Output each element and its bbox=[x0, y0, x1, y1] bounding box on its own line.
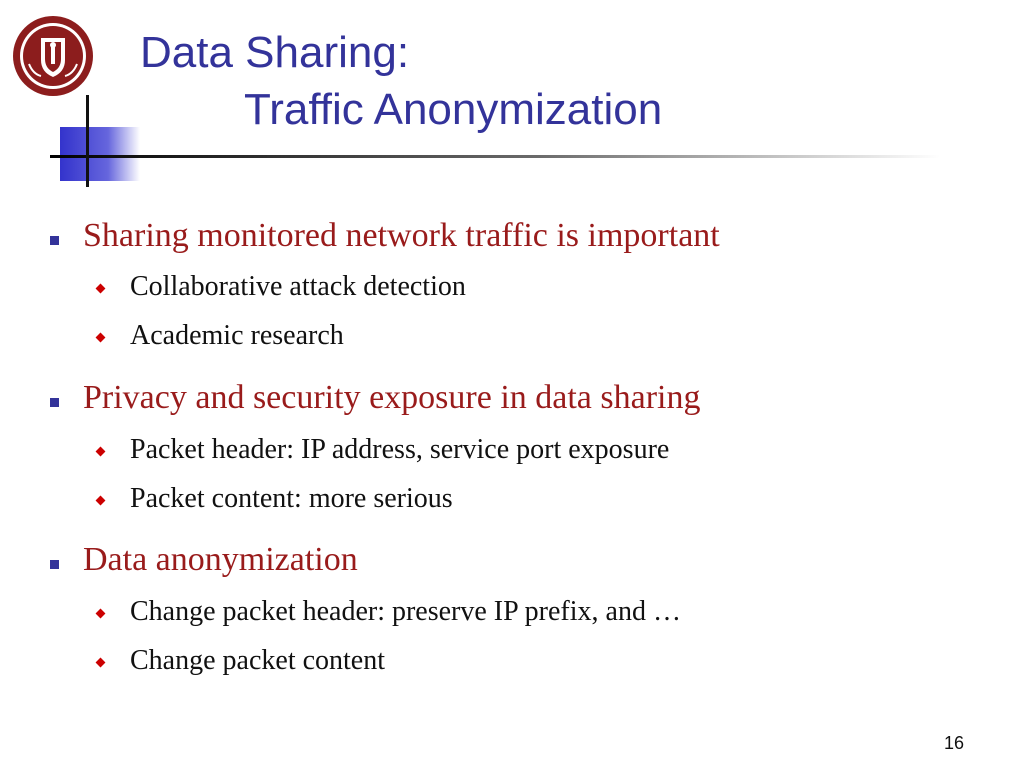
sub-bullet-text: Packet header: IP address, service port exposure bbox=[130, 434, 670, 465]
bullet-text: Data anonymization bbox=[83, 541, 358, 578]
diamond-bullet-icon bbox=[96, 447, 106, 457]
bullet-text: Sharing monitored network traffic is important bbox=[83, 217, 720, 254]
page-number: 16 bbox=[943, 733, 964, 753]
square-bullet-icon bbox=[50, 398, 59, 407]
diamond-bullet-icon bbox=[96, 333, 106, 343]
square-bullet-icon bbox=[50, 236, 59, 245]
bullet-text: Privacy and security exposure in data sharing bbox=[83, 379, 701, 416]
sub-bullet-text: Change packet header: preserve IP prefix, and … bbox=[130, 596, 681, 627]
diamond-bullet-icon bbox=[96, 284, 106, 294]
sub-bullet-text: Collaborative attack detection bbox=[130, 271, 466, 302]
diamond-bullet-icon bbox=[96, 496, 106, 506]
title-line-1: Data Sharing: bbox=[140, 28, 410, 77]
square-bullet-icon bbox=[50, 560, 59, 569]
title-line-2: Traffic Anonymization bbox=[244, 85, 663, 134]
sub-bullet-text: Packet content: more serious bbox=[130, 483, 453, 514]
sub-bullet-text: Academic research bbox=[130, 320, 344, 351]
sub-bullet-text: Change packet content bbox=[130, 645, 386, 676]
diamond-bullet-icon bbox=[96, 609, 106, 619]
diamond-bullet-icon bbox=[96, 658, 106, 668]
